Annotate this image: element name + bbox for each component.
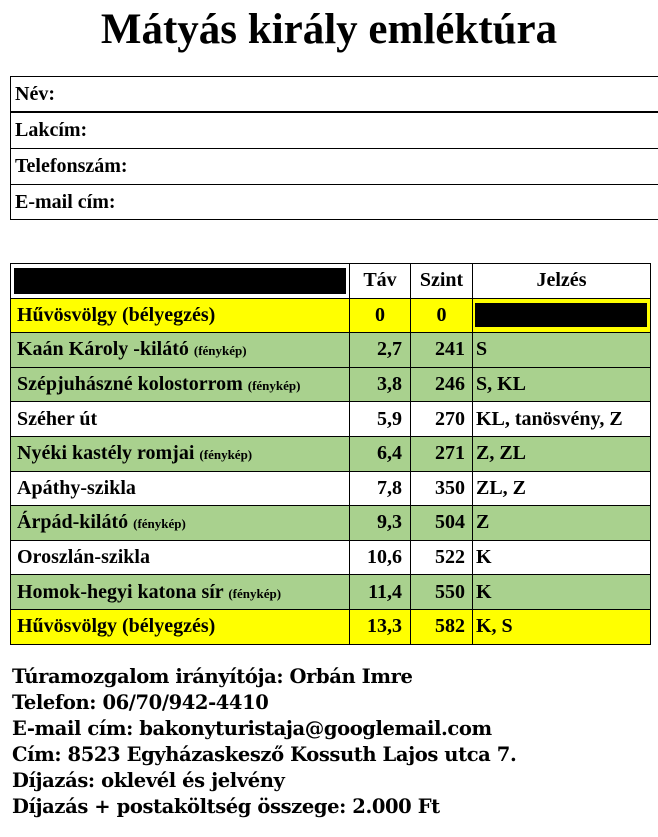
checkpoint-label: Hűvösvölgy (bélyegzés) bbox=[17, 303, 216, 326]
distance-cell: 10,6 bbox=[350, 540, 411, 575]
elevation-cell: 241 bbox=[411, 333, 473, 368]
route-row bbox=[11, 402, 651, 437]
address-line: Cím: 8523 Egyházaskesző Kossuth Lajos utca 7. bbox=[12, 743, 517, 766]
route-row bbox=[11, 575, 651, 610]
marking-cell: KL, tanösvény, Z bbox=[473, 402, 651, 437]
elevation-cell: 0 bbox=[411, 298, 473, 333]
route-row bbox=[11, 333, 651, 368]
checkpoint-name bbox=[11, 333, 350, 368]
distance-cell: 9,3 bbox=[350, 506, 411, 541]
email-line: E-mail cím: bakonyturistaja@googlemail.com bbox=[12, 717, 492, 740]
marking-cell: S bbox=[473, 333, 651, 368]
marking-cell: K bbox=[473, 540, 651, 575]
header-distance: Táv bbox=[350, 264, 411, 299]
distance-cell: 2,7 bbox=[350, 333, 411, 368]
redaction-block bbox=[473, 301, 649, 329]
organizer-info bbox=[12, 664, 516, 820]
checkpoint-name bbox=[11, 298, 350, 333]
address-field[interactable] bbox=[11, 113, 658, 149]
email-label: E-mail cím: bbox=[15, 191, 116, 213]
marking-cell: S, KL bbox=[473, 367, 651, 402]
route-row bbox=[11, 506, 651, 541]
registration-form bbox=[10, 76, 658, 220]
elevation-cell: 582 bbox=[411, 609, 473, 644]
header-elevation: Szint bbox=[411, 264, 473, 299]
page-title: Mátyás király emléktúra bbox=[100, 6, 558, 53]
route-table bbox=[10, 263, 651, 645]
phone-label: Telefonszám: bbox=[15, 155, 128, 177]
checkpoint-name bbox=[11, 540, 350, 575]
route-row bbox=[11, 436, 651, 471]
distance-cell: 6,4 bbox=[350, 436, 411, 471]
name-label: Név: bbox=[15, 83, 55, 105]
checkpoint-label: Oroszlán-szikla bbox=[17, 546, 150, 569]
marking-cell: K, S bbox=[473, 609, 651, 644]
checkpoint-label: Szépjuhászné kolostorrom bbox=[17, 373, 243, 396]
marking-cell bbox=[473, 298, 651, 333]
distance-cell: 13,3 bbox=[350, 609, 411, 644]
award-line: Díjazás: oklevél és jelvény bbox=[12, 769, 285, 792]
email-field[interactable] bbox=[11, 185, 658, 219]
checkpoint-name bbox=[11, 402, 350, 437]
elevation-cell: 270 bbox=[411, 402, 473, 437]
checkpoint-name bbox=[11, 367, 350, 402]
marking-cell: ZL, Z bbox=[473, 471, 651, 506]
marking-cell: K bbox=[473, 575, 651, 610]
photo-note: (fénykép) bbox=[133, 516, 186, 532]
distance-cell: 11,4 bbox=[350, 575, 411, 610]
checkpoint-name bbox=[11, 436, 350, 471]
route-row bbox=[11, 471, 651, 506]
checkpoint-label: Hűvösvölgy (bélyegzés) bbox=[17, 615, 216, 638]
phone-field[interactable] bbox=[11, 149, 658, 185]
photo-note: (fénykép) bbox=[228, 585, 282, 601]
route-row bbox=[11, 609, 651, 644]
photo-note: (fénykép) bbox=[199, 447, 253, 463]
elevation-cell: 246 bbox=[411, 367, 473, 402]
checkpoint-label: Árpád-kilátó bbox=[17, 511, 129, 534]
elevation-cell: 350 bbox=[411, 471, 473, 506]
route-row bbox=[11, 540, 651, 575]
route-table-header bbox=[11, 264, 651, 299]
header-marking: Jelzés bbox=[473, 264, 651, 299]
elevation-cell: 271 bbox=[411, 436, 473, 471]
checkpoint-label: Apáthy-szikla bbox=[17, 476, 136, 499]
photo-note: (fénykép) bbox=[247, 378, 301, 394]
marking-cell: Z, ZL bbox=[473, 436, 651, 471]
elevation-cell: 550 bbox=[411, 575, 473, 610]
organizer-line: Túramozgalom irányítója: Orbán Imre bbox=[12, 665, 413, 688]
photo-note: (fénykép) bbox=[193, 343, 247, 359]
checkpoint-name bbox=[11, 575, 350, 610]
route-row bbox=[11, 367, 651, 402]
redaction-block bbox=[14, 268, 346, 294]
checkpoint-name bbox=[11, 471, 350, 506]
fee-line: Díjazás + postaköltség összege: 2.000 Ft bbox=[12, 795, 440, 818]
distance-cell: 0 bbox=[350, 298, 411, 333]
checkpoint-name bbox=[11, 506, 350, 541]
phone-line: Telefon: 06/70/942-4410 bbox=[12, 691, 269, 714]
header-name-redacted bbox=[11, 264, 350, 299]
elevation-cell: 522 bbox=[411, 540, 473, 575]
checkpoint-label: Kaán Károly -kilátó bbox=[17, 338, 189, 361]
marking-cell: Z bbox=[473, 506, 651, 541]
checkpoint-label: Homok-hegyi katona sír bbox=[17, 580, 224, 603]
distance-cell: 3,8 bbox=[350, 367, 411, 402]
checkpoint-label: Nyéki kastély romjai bbox=[17, 442, 195, 465]
elevation-cell: 504 bbox=[411, 506, 473, 541]
route-row bbox=[11, 298, 651, 333]
distance-cell: 7,8 bbox=[350, 471, 411, 506]
name-field[interactable] bbox=[11, 77, 658, 113]
checkpoint-label: Széher út bbox=[17, 407, 98, 430]
distance-cell: 5,9 bbox=[350, 402, 411, 437]
checkpoint-name bbox=[11, 609, 350, 644]
address-label: Lakcím: bbox=[15, 119, 88, 141]
